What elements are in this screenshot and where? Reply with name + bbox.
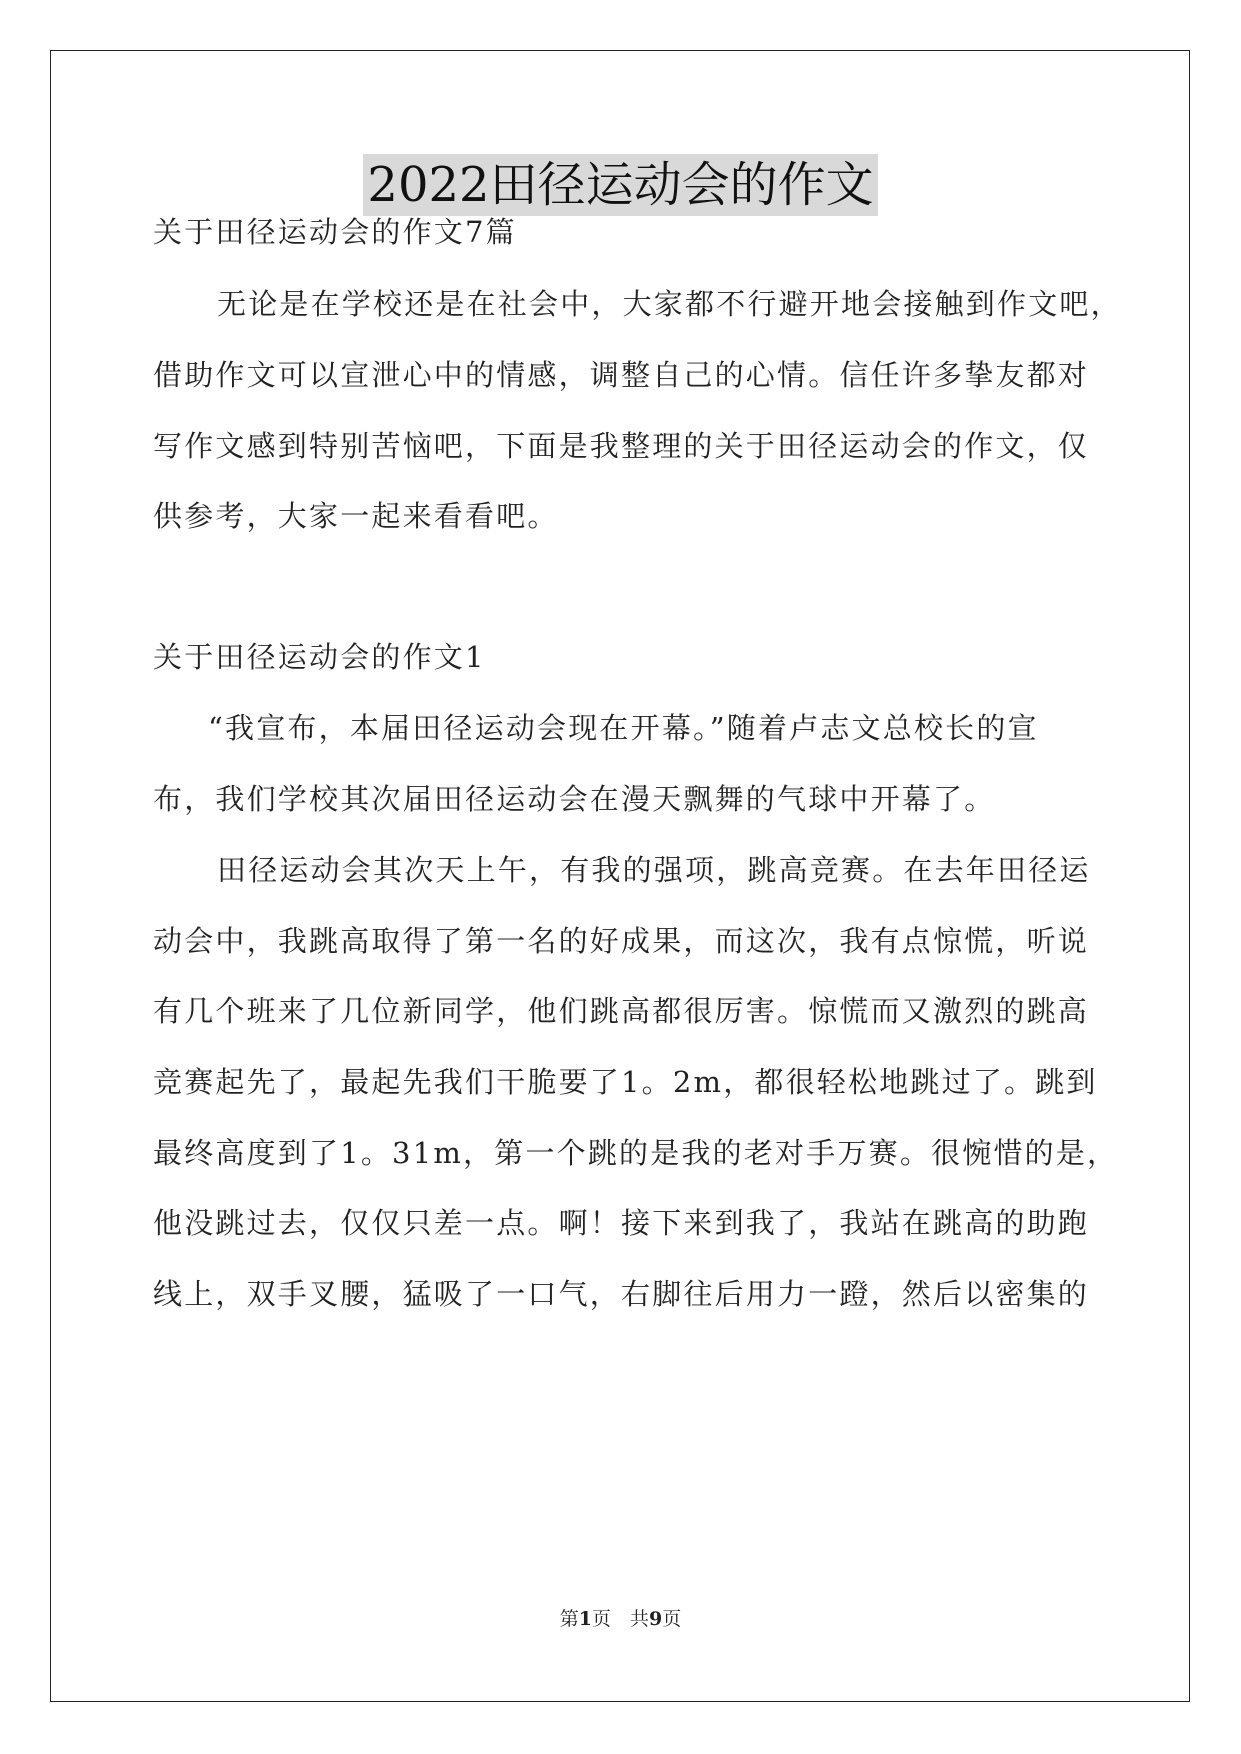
paragraph-line: 无论是在学校还是在社会中，大家都不行避开地会接触到作文吧， [217, 287, 1122, 321]
paragraph-line: 他没跳过去，仅仅只差一点。啊！接下来到我了，我站在跳高的助跑 [153, 1206, 1090, 1240]
paragraph-line: 线上，双手叉腰，猛吸了一口气，右脚往后用力一蹬，然后以密集的 [153, 1277, 1090, 1311]
paragraph-line: 田径运动会其次天上午，有我的强项，跳高竞赛。在去年田径运 [217, 853, 1091, 887]
paragraph-line: 布，我们学校其次届田径运动会在漫天飘舞的气球中开幕了。 [153, 782, 996, 816]
page-footer [0, 1604, 1241, 1631]
document-title [0, 154, 1241, 216]
section-heading: 关于田径运动会的作文1 [153, 640, 486, 674]
title-text: 2022田径运动会的作文 [363, 154, 877, 216]
paragraph-line: 最终高度到了1。31m，第一个跳的是我的老对手万赛。很惋惜的是， [153, 1136, 1119, 1170]
paragraph-line: 供参考，大家一起来看看吧。 [153, 499, 559, 533]
total-page-number: 9 [649, 1608, 663, 1630]
subtitle-line: 关于田径运动会的作文7篇 [153, 215, 517, 249]
footer-mid: 页 共 [591, 1608, 649, 1630]
paragraph-line: 动会中，我跳高取得了第一名的好成果，而这次，我有点惊慌，听说 [153, 924, 1090, 958]
footer-suffix: 页 [662, 1608, 682, 1630]
paragraph-line: 有几个班来了几位新同学，他们跳高都很厉害。惊慌而又激烈的跳高 [153, 994, 1090, 1028]
current-page-number: 1 [578, 1608, 592, 1630]
paragraph-line: 借助作文可以宣泄心中的情感，调整自己的心情。信任许多挚友都对 [153, 358, 1090, 392]
paragraph-line: 竞赛起先了，最起先我们干脆要了1。2m，都很轻松地跳过了。跳到 [153, 1065, 1098, 1099]
footer-prefix: 第 [559, 1608, 579, 1630]
paragraph-line: “我宣布，本届田径运动会现在开幕。”随着卢志文总校长的宣 [208, 711, 1039, 745]
paragraph-line: 写作文感到特别苦恼吧，下面是我整理的关于田径运动会的作文，仅 [153, 429, 1090, 463]
